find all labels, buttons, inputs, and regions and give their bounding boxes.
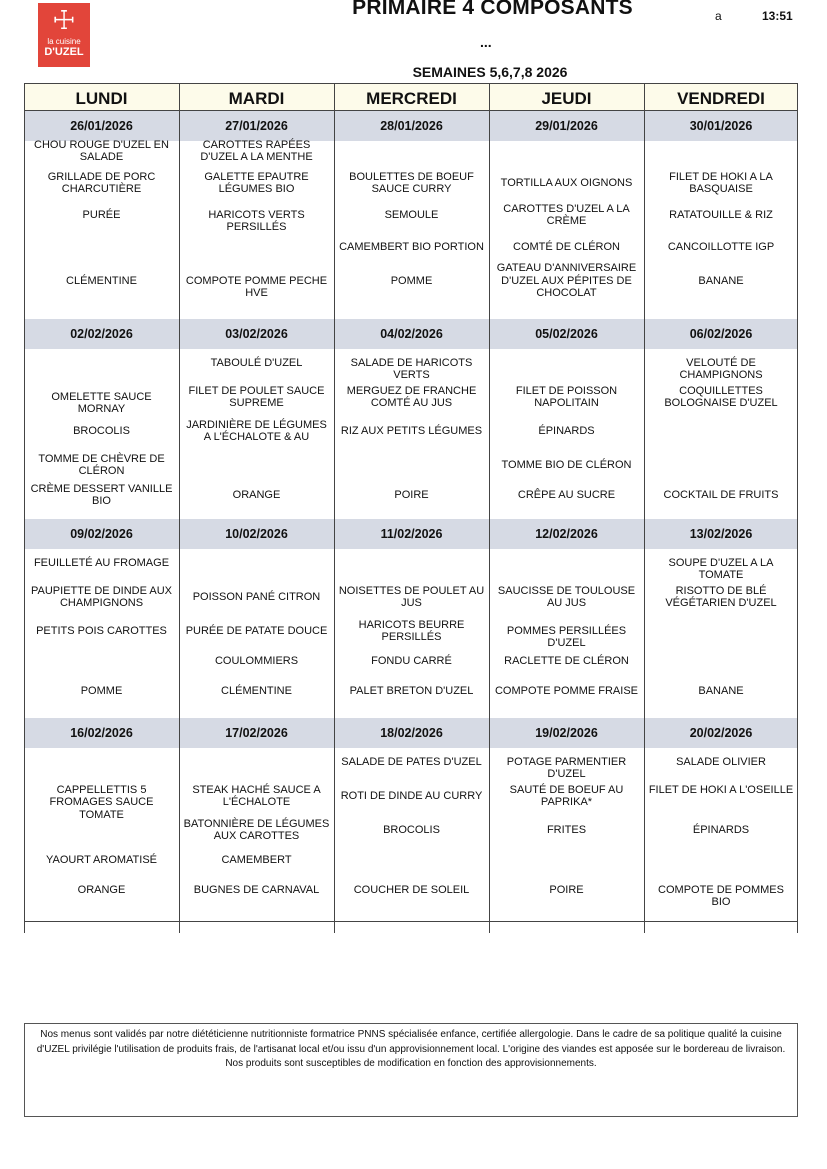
menu-item: FILET DE HOKI A L'OSEILLE [648, 783, 794, 796]
menu-item: GATEAU D'ANNIVERSAIRE D'UZEL AUX PÉPITES DE CHOCOLAT [496, 262, 637, 300]
menu-item: FILET DE POULET SAUCE SUPREME [188, 384, 325, 409]
menu-item: SALADE DE HARICOTS VERTS [350, 356, 473, 382]
menu-item: FONDU CARRÉ [371, 654, 452, 667]
menu-item: POTAGE PARMENTIER D'UZEL [506, 755, 627, 781]
date-cell: 30/01/2026 [689, 119, 753, 133]
menu-item: TORTILLA AUX OIGNONS [500, 176, 633, 189]
week-bottom-border [24, 921, 798, 922]
menu-item: TABOULÉ D'UZEL [210, 356, 303, 369]
menu-item: JARDINIÈRE DE LÉGUMES A L'ÉCHALOTE & AU [186, 418, 327, 443]
menu-item: CLÉMENTINE [221, 684, 292, 697]
menu-item: SAUTÉ DE BOEUF AU PAPRIKA* [509, 783, 624, 808]
menu-item: GRILLADE DE PORC CHARCUTIÈRE [47, 170, 156, 195]
menu-item: BOULETTES DE BOEUF SAUCE CURRY [349, 170, 474, 195]
menu-item: PURÉE DE PATATE DOUCE [185, 624, 328, 637]
menu-item: HARICOTS BEURRE PERSILLÉS [358, 618, 465, 643]
menu-item: ÉPINARDS [538, 424, 595, 437]
menu-item: YAOURT AROMATISÉ [45, 853, 158, 866]
menu-item: BANANE [698, 274, 744, 287]
menu-item: FEUILLETÉ AU FROMAGE [33, 556, 170, 569]
menu-item: COMPOTE POMME PECHE HVE [185, 274, 328, 300]
date-cell: 28/01/2026 [380, 119, 443, 133]
date-cell: 04/02/2026 [380, 327, 443, 341]
day-header-vendredi: VENDREDI [644, 83, 798, 111]
date-cell: 12/02/2026 [535, 527, 598, 541]
menu-item: MERGUEZ DE FRANCHE COMTÉ AU JUS [346, 384, 477, 409]
menu-item: CAPPELLETTIS 5 FROMAGES SAUCE TOMATE [49, 783, 154, 821]
date-cell: 17/02/2026 [225, 726, 288, 740]
menu-item: HARICOTS VERTS PERSILLÉS [208, 208, 305, 234]
column-divider [797, 83, 798, 933]
menu-item: POISSON PANÉ CITRON [192, 590, 321, 603]
date-cell: 16/02/2026 [70, 726, 133, 740]
menu-item: COMPOTE POMME FRAISE [494, 684, 638, 697]
date-cell: 13/02/2026 [689, 527, 753, 541]
footer-note: Nos menus sont validés par notre diététicienne nutritionniste formatrice PNNS spécialisée enfance, certifiée allergologie. Dans le cadre de sa politique qualité la cuisine d'UZEL privilégie l'utilisation de produits frais, de l'artisanat local et/ou issu d'un approvisionnement local. L'origine des viandes est apposée sur le bordereau de livraison. Nos produits sont susceptibles de modification en fonction des approvisionnements. [24, 1023, 798, 1117]
date-cell: 20/02/2026 [689, 726, 753, 740]
menu-item: ORANGE [77, 883, 126, 896]
date-cell: 06/02/2026 [689, 327, 753, 341]
column-divider [179, 83, 180, 933]
menu-item: COQUILLETTES BOLOGNAISE D'UZEL [664, 384, 778, 409]
page-title: PRIMAIRE 4 COMPOSANTS [352, 0, 633, 19]
date-cell: 02/02/2026 [70, 327, 133, 341]
menu-item: BUGNES DE CARNAVAL [193, 883, 320, 896]
logo [38, 3, 90, 67]
menu-item: SOUPE D'UZEL A LA TOMATE [668, 556, 774, 582]
menu-item: ORANGE [232, 488, 281, 501]
menu-item: CANCOILLOTTE IGP [667, 240, 775, 253]
menu-item: OMELETTE SAUCE MORNAY [51, 390, 152, 416]
menu-item: POMME [390, 274, 433, 287]
date-cell: 09/02/2026 [70, 527, 133, 541]
menu-item: NOISETTES DE POULET AU JUS [338, 584, 485, 609]
day-header-jeudi: JEUDI [489, 83, 644, 111]
date-cell: 10/02/2026 [225, 527, 288, 541]
menu-item: CAROTTES D'UZEL A LA CRÈME [503, 202, 630, 227]
menu-item: POIRE [549, 883, 584, 896]
menu-item: RISOTTO DE BLÉ VÉGÉTARIEN D'UZEL [665, 584, 777, 609]
menu-item: CAMEMBERT BIO PORTION [339, 240, 484, 253]
menu-grid [24, 83, 798, 933]
menu-item: BANANE [698, 684, 744, 697]
menu-item: PAUPIETTE DE DINDE AUX CHAMPIGNONS [31, 584, 172, 609]
menu-item: COCKTAIL DE FRUITS [663, 488, 779, 501]
menu-item: PURÉE [82, 208, 121, 221]
logo-line1: la cuisine [47, 37, 81, 46]
column-divider [334, 83, 335, 933]
menu-item: PALET BRETON D'UZEL [349, 684, 474, 697]
column-divider [489, 83, 490, 933]
column-divider [644, 83, 645, 933]
menu-item: ROTI DE DINDE AU CURRY [340, 789, 483, 802]
menu-item: BATONNIÈRE DE LÉGUMES AUX CAROTTES [183, 817, 330, 842]
menu-item: CLÉMENTINE [66, 274, 137, 287]
menu-item: TOMME BIO DE CLÉRON [501, 458, 632, 471]
title-dots: ... [480, 34, 492, 50]
date-cell: 03/02/2026 [225, 327, 288, 341]
date-cell: 19/02/2026 [535, 726, 598, 740]
day-header-mercredi: MERCREDI [334, 83, 489, 111]
date-cell: 18/02/2026 [380, 726, 443, 740]
menu-item: POMME [80, 684, 123, 697]
date-cell: 05/02/2026 [535, 327, 598, 341]
menu-item: ÉPINARDS [692, 823, 750, 836]
menu-item: CAMEMBERT [221, 853, 292, 866]
menu-item: VELOUTÉ DE CHAMPIGNONS [679, 356, 763, 382]
menu-item: STEAK HACHÉ SAUCE A L'ÉCHALOTE [192, 783, 321, 808]
date-cell: 29/01/2026 [535, 119, 598, 133]
menu-item: SEMOULE [384, 208, 439, 221]
column-divider [24, 83, 25, 933]
date-cell: 11/02/2026 [380, 527, 443, 541]
menu-item: CRÈME DESSERT VANILLE BIO [30, 482, 173, 507]
menu-item: POIRE [394, 488, 429, 501]
menu-item: SALADE OLIVIER [676, 755, 766, 768]
menu-item: FRITES [546, 823, 587, 836]
menu-item: SAUCISSE DE TOULOUSE AU JUS [497, 584, 636, 609]
menu-item: CRÊPE AU SUCRE [517, 488, 616, 501]
menu-item: FILET DE POISSON NAPOLITAIN [515, 384, 618, 409]
menu-item: GALETTE EPAUTRE LÉGUMES BIO [204, 170, 309, 195]
date-cell: 26/01/2026 [70, 119, 133, 133]
date-cell: 27/01/2026 [225, 119, 288, 133]
menu-item: SALADE DE PATES D'UZEL [341, 755, 482, 768]
day-header-lundi: LUNDI [24, 83, 179, 111]
logo-line2: D'UZEL [44, 46, 84, 58]
menu-item: PETITS POIS CAROTTES [36, 624, 167, 637]
meta-a: a [715, 9, 722, 23]
menu-item: COMPOTE DE POMMES BIO [658, 883, 784, 909]
menu-item: TOMME DE CHÈVRE DE CLÉRON [38, 452, 165, 477]
fork-icon: ☩ [52, 5, 76, 35]
menu-item: COULOMMIERS [214, 654, 299, 667]
menu-item: CHOU ROUGE D'UZEL EN SALADE [34, 138, 169, 163]
weeks-label: SEMAINES 5,6,7,8 2026 [412, 64, 568, 80]
menu-item: BROCOLIS [383, 823, 440, 836]
menu-item: RATATOUILLE & RIZ [669, 208, 773, 221]
menu-item: RIZ AUX PETITS LÉGUMES [340, 424, 483, 437]
menu-item: CAROTTES RAPÉES D'UZEL A LA MENTHE [200, 138, 313, 163]
menu-item: FILET DE HOKI A LA BASQUAISE [669, 170, 773, 195]
day-header-mardi: MARDI [179, 83, 334, 111]
menu-item: COUCHER DE SOLEIL [353, 883, 470, 896]
menu-item: BROCOLIS [73, 424, 130, 437]
menu-item: POMMES PERSILLÉES D'UZEL [506, 624, 627, 650]
menu-item: COMTÉ DE CLÉRON [513, 240, 620, 253]
menu-item: RACLETTE DE CLÉRON [504, 654, 629, 667]
meta-time: 13:51 [762, 9, 793, 23]
